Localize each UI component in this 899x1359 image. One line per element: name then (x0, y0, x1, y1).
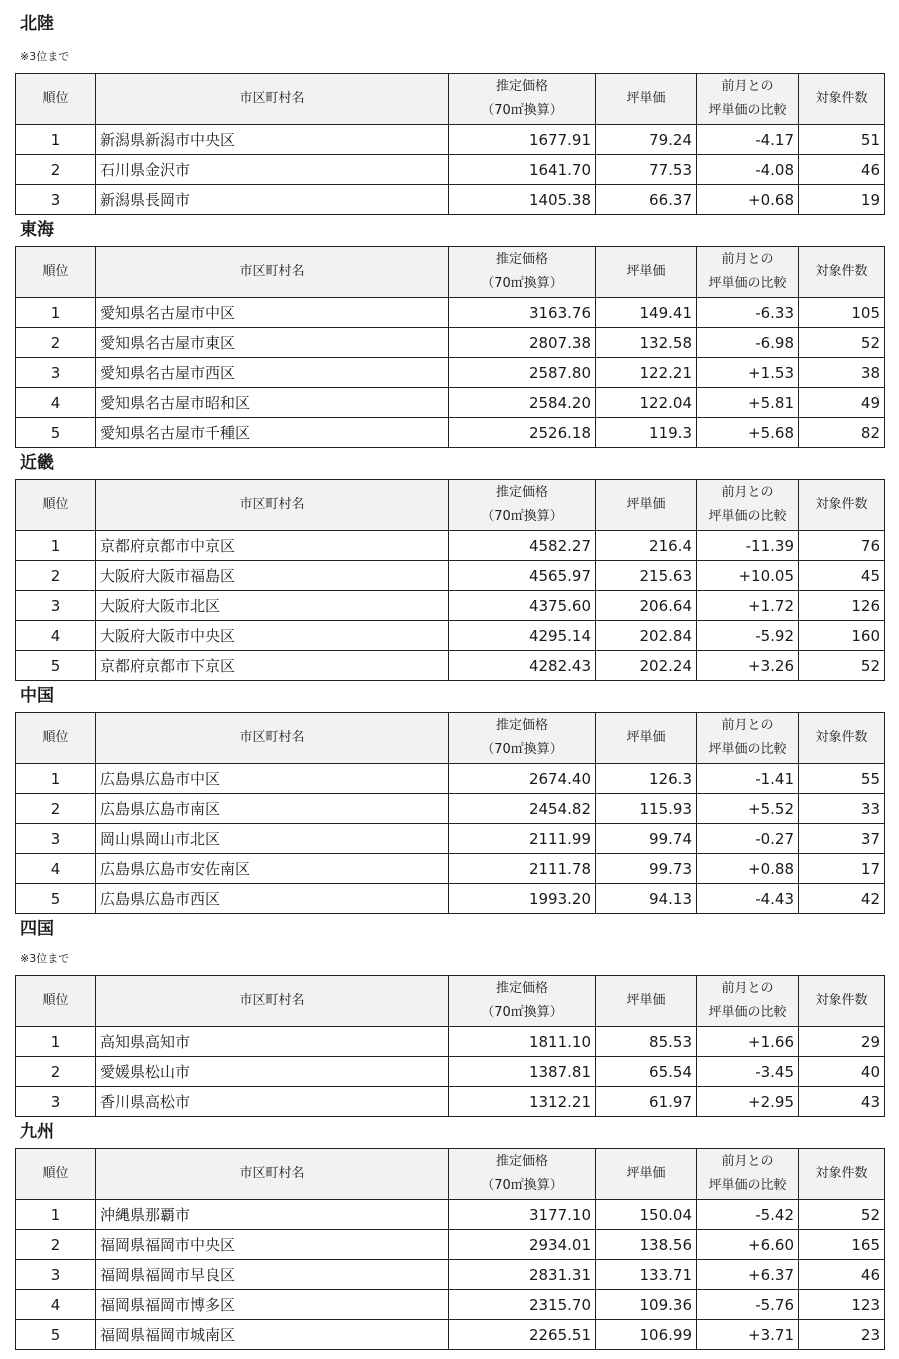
header-diff-line: 前月との (721, 79, 774, 94)
cell-tsubo: 99.74 (596, 824, 697, 854)
cell-count: 29 (799, 1027, 885, 1057)
cell-rank: 2 (16, 1230, 96, 1260)
cell-diff: -6.98 (697, 328, 799, 358)
cell-count: 51 (799, 125, 885, 155)
cell-price: 1387.81 (449, 1057, 596, 1087)
header-diff-line: 前月との (721, 981, 774, 996)
cell-count: 19 (799, 185, 885, 215)
header-city-line: 市区町村名 (239, 91, 305, 106)
header-diff-line: 坪単価の比較 (708, 276, 787, 291)
header-price (449, 1149, 596, 1200)
cell-price: 4565.97 (449, 561, 596, 591)
header-price-line: （70㎡換算） (481, 509, 563, 524)
cell-city: 福岡県福岡市博多区 (96, 1290, 449, 1320)
header-diff-line: 坪単価の比較 (708, 509, 787, 524)
cell-city: 愛知県名古屋市中区 (96, 298, 449, 328)
cell-diff: -4.08 (697, 155, 799, 185)
cell-city: 京都府京都市下京区 (96, 651, 449, 681)
cell-price: 2111.99 (449, 824, 596, 854)
cell-tsubo: 94.13 (596, 884, 697, 914)
cell-rank: 5 (16, 884, 96, 914)
table-row (16, 1230, 885, 1260)
cell-diff: -5.92 (697, 621, 799, 651)
cell-city: 福岡県福岡市中央区 (96, 1230, 449, 1260)
cell-count: 55 (799, 764, 885, 794)
cell-count: 33 (799, 794, 885, 824)
cell-city: 岡山県岡山市北区 (96, 824, 449, 854)
cell-count: 123 (799, 1290, 885, 1320)
cell-tsubo: 79.24 (596, 125, 697, 155)
cell-count: 40 (799, 1057, 885, 1087)
cell-diff: -6.33 (697, 298, 799, 328)
cell-price: 4375.60 (449, 591, 596, 621)
cell-rank: 4 (16, 1290, 96, 1320)
cell-city: 福岡県福岡市早良区 (96, 1260, 449, 1290)
cell-count: 46 (799, 155, 885, 185)
cell-diff: -11.39 (697, 531, 799, 561)
cell-count: 126 (799, 591, 885, 621)
cell-price: 1677.91 (449, 125, 596, 155)
cell-city: 大阪府大阪市北区 (96, 591, 449, 621)
cell-rank: 1 (16, 1027, 96, 1057)
cell-price: 1811.10 (449, 1027, 596, 1057)
cell-count: 17 (799, 854, 885, 884)
cell-city: 愛知県名古屋市西区 (96, 358, 449, 388)
cell-tsubo: 66.37 (596, 185, 697, 215)
cell-count: 23 (799, 1320, 885, 1350)
cell-price: 2584.20 (449, 388, 596, 418)
header-price-line: 推定価格 (495, 718, 548, 733)
header-city-line: 市区町村名 (239, 264, 305, 279)
header-count-line: 対象件数 (815, 730, 868, 745)
header-price-line: 推定価格 (495, 485, 548, 500)
cell-tsubo: 149.41 (596, 298, 697, 328)
cell-tsubo: 206.64 (596, 591, 697, 621)
header-rank-line: 順位 (42, 730, 69, 745)
cell-rank: 4 (16, 854, 96, 884)
region-title: 近畿 (20, 453, 54, 473)
cell-price: 2526.18 (449, 418, 596, 448)
cell-rank: 1 (16, 531, 96, 561)
header-row (16, 1149, 885, 1200)
region-title: 中国 (20, 686, 54, 706)
cell-tsubo: 150.04 (596, 1200, 697, 1230)
cell-count: 82 (799, 418, 885, 448)
table-row (16, 1320, 885, 1350)
cell-tsubo: 99.73 (596, 854, 697, 884)
region-title: 四国 (20, 919, 54, 939)
region-note: ※3位まで (20, 952, 70, 965)
cell-tsubo: 122.21 (596, 358, 697, 388)
header-diff-line: 前月との (721, 252, 774, 267)
header-diff-line: 坪単価の比較 (708, 1178, 787, 1193)
cell-count: 52 (799, 651, 885, 681)
header-tsubo-line: 坪単価 (626, 497, 666, 512)
cell-count: 37 (799, 824, 885, 854)
cell-rank: 1 (16, 1200, 96, 1230)
cell-city: 福岡県福岡市城南区 (96, 1320, 449, 1350)
cell-diff: +0.68 (697, 185, 799, 215)
cell-rank: 1 (16, 125, 96, 155)
header-count-line: 対象件数 (815, 497, 868, 512)
header-tsubo (596, 1149, 697, 1200)
cell-diff: +6.37 (697, 1260, 799, 1290)
cell-price: 1993.20 (449, 884, 596, 914)
cell-diff: -3.45 (697, 1057, 799, 1087)
header-count-line: 対象件数 (815, 91, 868, 106)
cell-price: 3177.10 (449, 1200, 596, 1230)
cell-rank: 5 (16, 418, 96, 448)
header-tsubo-line: 坪単価 (626, 993, 666, 1008)
cell-rank: 2 (16, 328, 96, 358)
cell-diff: +10.05 (697, 561, 799, 591)
ranking-table (15, 1148, 885, 1350)
cell-diff: -1.41 (697, 764, 799, 794)
cell-tsubo: 61.97 (596, 1087, 697, 1117)
cell-city: 広島県広島市南区 (96, 794, 449, 824)
region-title: 東海 (20, 220, 54, 240)
cell-city: 新潟県長岡市 (96, 185, 449, 215)
cell-count: 76 (799, 531, 885, 561)
header-diff (697, 1149, 799, 1200)
cell-tsubo: 109.36 (596, 1290, 697, 1320)
cell-rank: 3 (16, 824, 96, 854)
header-price-line: （70㎡換算） (481, 742, 563, 757)
header-count-line: 対象件数 (815, 993, 868, 1008)
cell-rank: 4 (16, 388, 96, 418)
cell-diff: +6.60 (697, 1230, 799, 1260)
header-rank-line: 順位 (42, 264, 69, 279)
cell-city: 新潟県新潟市中央区 (96, 125, 449, 155)
cell-rank: 3 (16, 185, 96, 215)
cell-count: 46 (799, 1260, 885, 1290)
cell-rank: 3 (16, 1260, 96, 1290)
header-count (799, 1149, 885, 1200)
cell-city: 愛媛県松山市 (96, 1057, 449, 1087)
cell-city: 愛知県名古屋市東区 (96, 328, 449, 358)
cell-tsubo: 85.53 (596, 1027, 697, 1057)
cell-count: 42 (799, 884, 885, 914)
cell-diff: +0.88 (697, 854, 799, 884)
header-count-line: 対象件数 (815, 264, 868, 279)
cell-city: 大阪府大阪市中央区 (96, 621, 449, 651)
region-section (15, 0, 885, 1359)
cell-rank: 1 (16, 298, 96, 328)
cell-diff: +1.66 (697, 1027, 799, 1057)
cell-count: 160 (799, 621, 885, 651)
cell-rank: 5 (16, 1320, 96, 1350)
cell-city: 広島県広島市中区 (96, 764, 449, 794)
cell-count: 52 (799, 328, 885, 358)
cell-city: 愛知県名古屋市千種区 (96, 418, 449, 448)
cell-price: 3163.76 (449, 298, 596, 328)
cell-count: 38 (799, 358, 885, 388)
cell-price: 2807.38 (449, 328, 596, 358)
header-city-line: 市区町村名 (239, 730, 305, 745)
cell-count: 165 (799, 1230, 885, 1260)
header-diff-line: 坪単価の比較 (708, 1005, 787, 1020)
cell-diff: +2.95 (697, 1087, 799, 1117)
header-price-line: 推定価格 (495, 252, 548, 267)
cell-count: 52 (799, 1200, 885, 1230)
region-title: 北陸 (20, 14, 54, 34)
cell-city: 広島県広島市西区 (96, 884, 449, 914)
header-diff-line: 坪単価の比較 (708, 742, 787, 757)
cell-price: 2111.78 (449, 854, 596, 884)
header-diff-line: 前月との (721, 1154, 774, 1169)
cell-tsubo: 215.63 (596, 561, 697, 591)
table-row (16, 1290, 885, 1320)
cell-price: 2265.51 (449, 1320, 596, 1350)
cell-count: 45 (799, 561, 885, 591)
cell-city: 愛知県名古屋市昭和区 (96, 388, 449, 418)
cell-rank: 5 (16, 651, 96, 681)
cell-price: 4582.27 (449, 531, 596, 561)
cell-tsubo: 202.24 (596, 651, 697, 681)
cell-tsubo: 77.53 (596, 155, 697, 185)
cell-count: 105 (799, 298, 885, 328)
header-rank-line: 順位 (42, 91, 69, 106)
cell-diff: +5.68 (697, 418, 799, 448)
cell-price: 1641.70 (449, 155, 596, 185)
header-price-line: 推定価格 (495, 1154, 548, 1169)
header-price-line: （70㎡換算） (481, 1005, 563, 1020)
cell-city: 京都府京都市中京区 (96, 531, 449, 561)
cell-price: 2454.82 (449, 794, 596, 824)
header-price-line: （70㎡換算） (481, 276, 563, 291)
header-price-line: 推定価格 (495, 981, 548, 996)
cell-rank: 3 (16, 358, 96, 388)
cell-city: 石川県金沢市 (96, 155, 449, 185)
cell-diff: -4.17 (697, 125, 799, 155)
cell-price: 2587.80 (449, 358, 596, 388)
header-rank-line: 順位 (42, 993, 69, 1008)
header-tsubo-line: 坪単価 (626, 1166, 666, 1181)
cell-diff: +5.52 (697, 794, 799, 824)
cell-price: 1312.21 (449, 1087, 596, 1117)
cell-tsubo: 216.4 (596, 531, 697, 561)
region-note: ※3位まで (20, 50, 70, 63)
cell-price: 2934.01 (449, 1230, 596, 1260)
cell-diff: +3.26 (697, 651, 799, 681)
header-diff-line: 前月との (721, 718, 774, 733)
cell-tsubo: 133.71 (596, 1260, 697, 1290)
cell-price: 2315.70 (449, 1290, 596, 1320)
cell-tsubo: 126.3 (596, 764, 697, 794)
table-row (16, 1200, 885, 1230)
header-price-line: （70㎡換算） (481, 103, 563, 118)
cell-price: 2674.40 (449, 764, 596, 794)
header-city (96, 1149, 449, 1200)
cell-diff: -5.42 (697, 1200, 799, 1230)
region-title: 九州 (20, 1122, 54, 1142)
cell-rank: 2 (16, 794, 96, 824)
cell-diff: +3.71 (697, 1320, 799, 1350)
cell-tsubo: 132.58 (596, 328, 697, 358)
header-price-line: （70㎡換算） (481, 1178, 563, 1193)
cell-tsubo: 119.3 (596, 418, 697, 448)
cell-price: 4295.14 (449, 621, 596, 651)
cell-tsubo: 106.99 (596, 1320, 697, 1350)
cell-city: 沖縄県那覇市 (96, 1200, 449, 1230)
cell-rank: 3 (16, 1087, 96, 1117)
cell-tsubo: 122.04 (596, 388, 697, 418)
header-diff-line: 前月との (721, 485, 774, 500)
cell-rank: 2 (16, 1057, 96, 1087)
cell-tsubo: 202.84 (596, 621, 697, 651)
cell-city: 高知県高知市 (96, 1027, 449, 1057)
cell-city: 大阪府大阪市福島区 (96, 561, 449, 591)
cell-rank: 4 (16, 621, 96, 651)
cell-rank: 2 (16, 155, 96, 185)
header-city-line: 市区町村名 (239, 1166, 305, 1181)
cell-tsubo: 65.54 (596, 1057, 697, 1087)
cell-city: 広島県広島市安佐南区 (96, 854, 449, 884)
header-diff-line: 坪単価の比較 (708, 103, 787, 118)
cell-diff: +1.53 (697, 358, 799, 388)
cell-price: 1405.38 (449, 185, 596, 215)
cell-diff: +5.81 (697, 388, 799, 418)
cell-tsubo: 138.56 (596, 1230, 697, 1260)
header-city-line: 市区町村名 (239, 497, 305, 512)
cell-diff: -5.76 (697, 1290, 799, 1320)
cell-rank: 1 (16, 764, 96, 794)
cell-count: 49 (799, 388, 885, 418)
cell-city: 香川県高松市 (96, 1087, 449, 1117)
cell-count: 43 (799, 1087, 885, 1117)
cell-tsubo: 115.93 (596, 794, 697, 824)
cell-price: 2831.31 (449, 1260, 596, 1290)
cell-rank: 3 (16, 591, 96, 621)
cell-diff: -0.27 (697, 824, 799, 854)
cell-rank: 2 (16, 561, 96, 591)
header-price-line: 推定価格 (495, 79, 548, 94)
header-city-line: 市区町村名 (239, 993, 305, 1008)
cell-diff: +1.72 (697, 591, 799, 621)
header-rank-line: 順位 (42, 1166, 69, 1181)
cell-diff: -4.43 (697, 884, 799, 914)
header-tsubo-line: 坪単価 (626, 264, 666, 279)
header-count-line: 対象件数 (815, 1166, 868, 1181)
header-tsubo-line: 坪単価 (626, 730, 666, 745)
header-tsubo-line: 坪単価 (626, 91, 666, 106)
header-rank-line: 順位 (42, 497, 69, 512)
cell-price: 4282.43 (449, 651, 596, 681)
table-row (16, 1260, 885, 1290)
header-rank (16, 1149, 96, 1200)
